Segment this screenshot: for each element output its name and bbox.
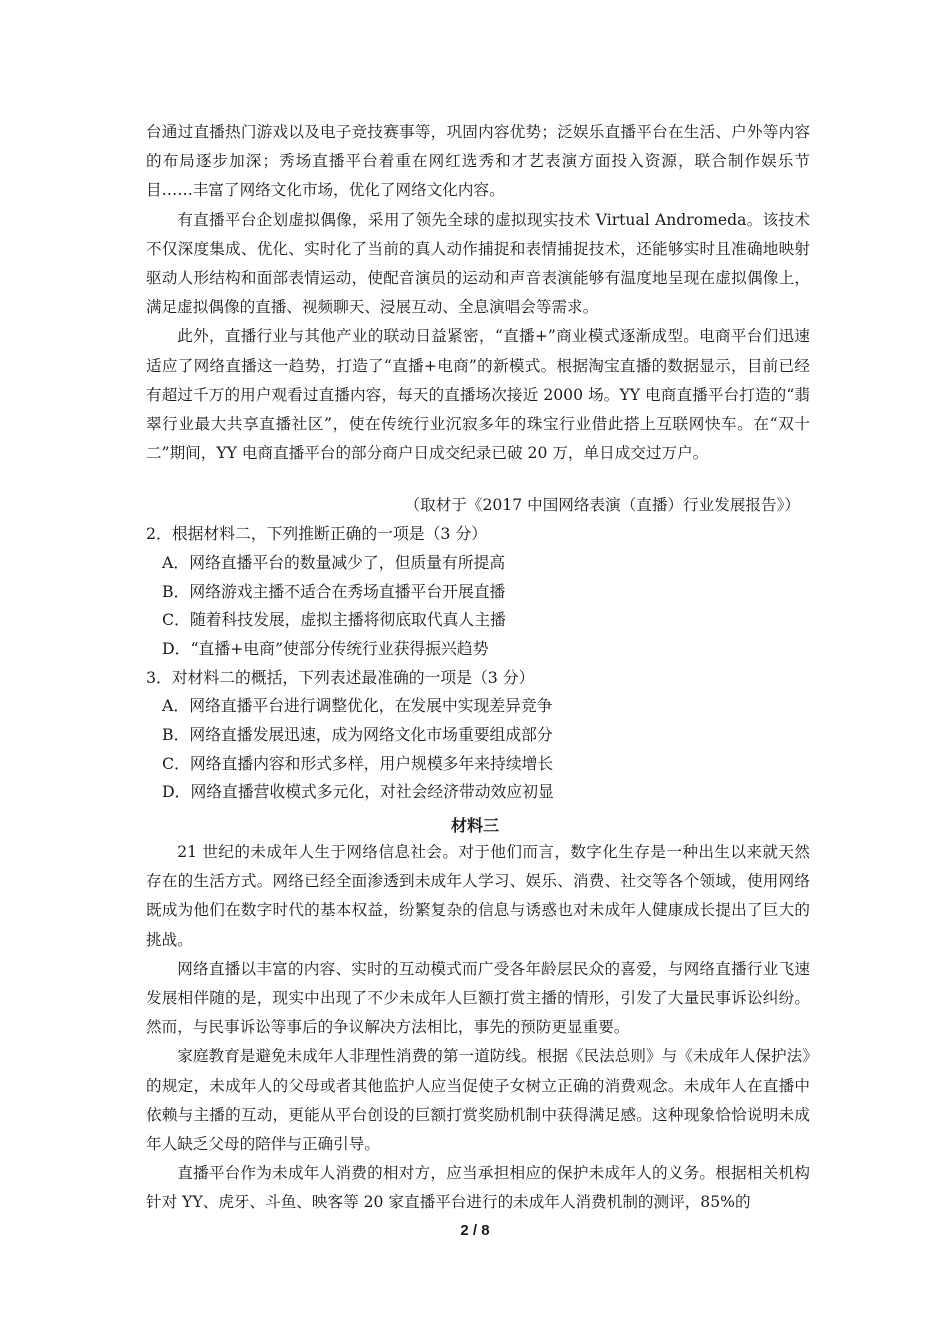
paragraph: 网络直播以丰富的内容、实时的互动模式而广受各年龄层民众的喜爱，与网络直播行业飞速发展相伴随的是，现实中出现了不少未成年人巨额打赏主播的情形，引发了大量民事诉讼纠纷。然而，与民事诉讼等事后的争议解决方法相比，事先的预防更显重要。 — [146, 959, 810, 1037]
paragraph: 台通过直播热门游戏以及电子竞技赛事等，巩固内容优势；泛娱乐直播平台在生活、户外等内容的布局逐步加深；秀场直播平台着重在网红选秀和才艺表演方面投入资源，联合制作娱乐节目……丰富了网络文化市场，优化了网络文化内容。 — [146, 123, 810, 200]
paragraph: 家庭教育是避免未成年人非理性消费的第一道防线。根据《民法总则》与《未成年人保护法》的规定，未成年人的父母或者其他监护人应当促使子女树立正确的消费观念。未成年人在直播中依赖与主播的互动，更能从平台创设的巨额打赏奖励机制中获得满足感。这种现象恰恰说明未成年人缺乏父母的陪伴与正确引导。 — [146, 1047, 810, 1154]
material-three-heading: 材料三 — [450, 816, 499, 835]
source-citation: （取材于《2017 中国网络表演（直播）行业发展报告》） — [404, 496, 800, 514]
material-two-continued — [146, 118, 810, 468]
paragraph: 此外，直播行业与其他产业的联动日益紧密，“直播+”商业模式逐渐成型。电商平台们迅速适应了网络直播这一趋势，打造了“直播+电商”的新模式。根据淘宝直播的数据显示，目前已经有超过千万的用户观看过直播内容，每天的直播场次接近 2000 场。YY 电商直播平台打造的“翡翠行业最大共享直播社区”，使在传统行业沉寂多年的珠宝行业借此搭上互联网快车。在“双十二”期间，YY 电商直播平台的部分商户日成交纪录已破 20 万，单日成交过万户。 — [146, 327, 810, 463]
paragraph: 直播平台作为未成年人消费的相对方，应当承担相应的保护未成年人的义务。根据相关机构针对 YY、虎牙、斗鱼、映客等 20 家直播平台进行的未成年人消费机制的测评，85%的 — [146, 1164, 810, 1212]
question-2-option-d: D．“直播+电商”使部分传统行业获得振兴趋势 — [162, 639, 489, 658]
question-3-stem: 3．对材料二的概括，下列表述最准确的一项是（3 分） — [146, 668, 535, 687]
question-2-stem: 2．根据材料二，下列推断正确的一项是（3 分） — [146, 524, 488, 543]
question-3-option-d: D．网络直播营收模式多元化，对社会经济带动效应初显 — [162, 782, 554, 801]
question-3-option-a: A．网络直播平台进行调整优化，在发展中实现差异竞争 — [162, 696, 553, 715]
material-three-body — [146, 838, 810, 1218]
paragraph: 有直播平台企划虚拟偶像，采用了领先全球的虚拟现实技术 Virtual Andromeda。该技术不仅深度集成、优化、实时化了当前的真人动作捕捉和表情捕捉技术，还能够实时且准确地映射驱动人形结构和面部表情运动，使配音演员的运动和声音表演能够有温度地呈现在虚拟偶像上，满足虚拟偶像的直播、视频聊天、浸展互动、全息演唱会等需求。 — [146, 210, 810, 317]
question-2-option-a: A．网络直播平台的数量减少了，但质量有所提高 — [162, 553, 506, 572]
question-2-option-b: B．网络游戏主播不适合在秀场直播平台开展直播 — [162, 582, 506, 601]
page-number: 2 / 8 — [460, 1222, 490, 1239]
question-3-option-c: C．网络直播内容和形式多样，用户规模多年来持续增长 — [162, 754, 554, 773]
paragraph: 21 世纪的未成年人生于网络信息社会。对于他们而言，数字化生存是一种出生以来就天然存在的生活方式。网络已经全面渗透到未成年人学习、娱乐、消费、社交等各个领域，使用网络既成为他们在数字时代的基本权益，纷繁复杂的信息与诱惑也对未成年人健康成长提出了巨大的挑战。 — [146, 843, 810, 949]
question-3-option-b: B．网络直播发展迅速，成为网络文化市场重要组成部分 — [162, 725, 553, 744]
question-2-option-c: C．随着科技发展，虚拟主播将彻底取代真人主播 — [162, 610, 506, 629]
